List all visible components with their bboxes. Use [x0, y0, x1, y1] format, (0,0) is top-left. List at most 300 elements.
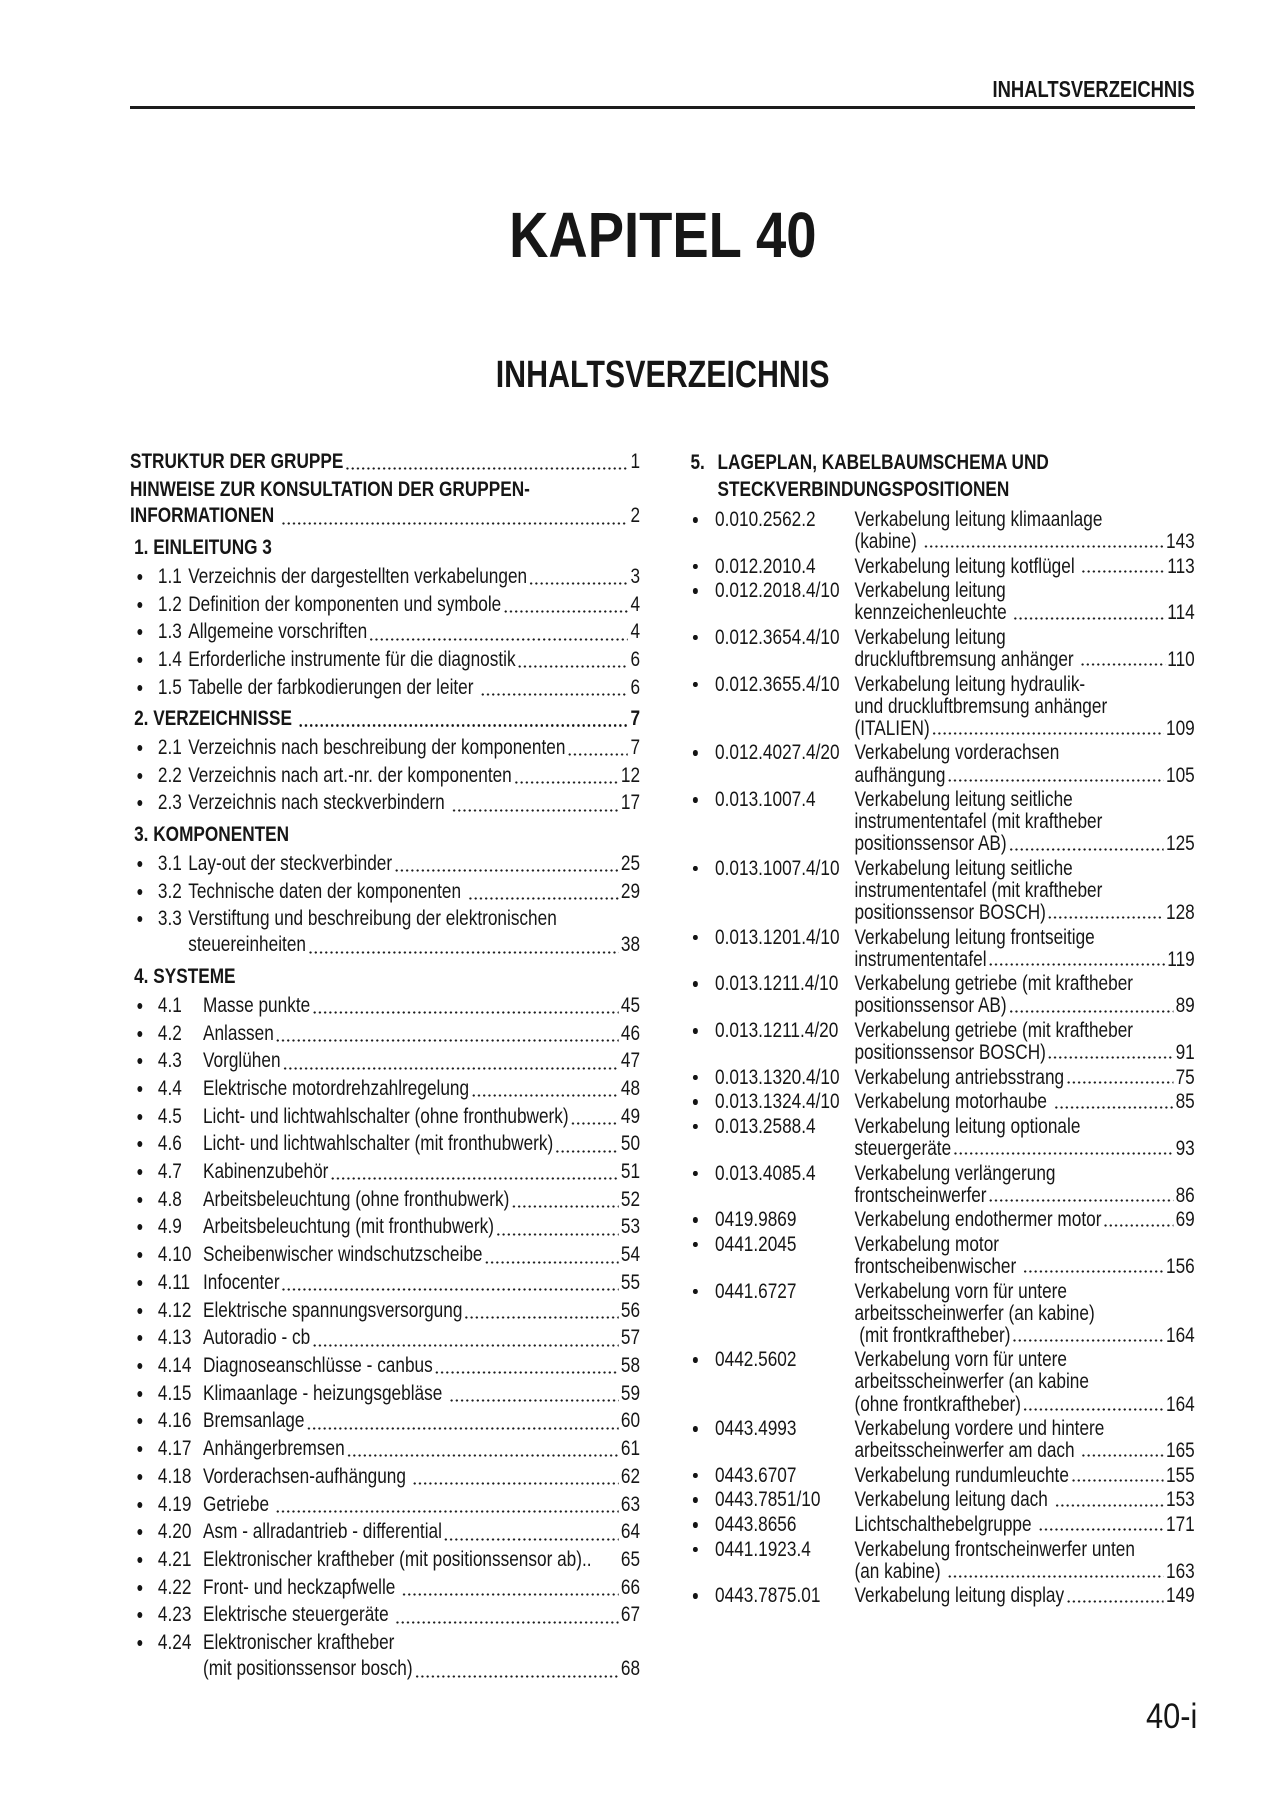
toc-dot-line — [188, 763, 640, 789]
dot-leader — [330, 1159, 618, 1185]
entry-title: Verkabelung antriebsstrang — [854, 1065, 1065, 1089]
entry-title-line: Verkabelung vorn für untere — [854, 1279, 1067, 1303]
page-number: 105 — [1166, 763, 1195, 787]
item-lines — [203, 993, 640, 1019]
toc-dot-line — [854, 1465, 1194, 1487]
part-number: 0441.6727 — [715, 1279, 797, 1303]
dot-leader — [517, 647, 628, 673]
dot-leader — [395, 1602, 618, 1628]
toc-item — [130, 763, 640, 789]
toc-dot-line — [854, 556, 1194, 578]
entry-title: Technische daten der komponenten — [188, 879, 466, 903]
toc-item — [688, 509, 1195, 553]
item-lines — [203, 1519, 640, 1545]
dot-leader — [464, 1298, 618, 1324]
dot-leader — [947, 1561, 1164, 1583]
entry-title: Elektrische motordrehzahlregelung — [202, 1076, 470, 1100]
part-number: 0443.6707 — [715, 1463, 797, 1487]
item-lines — [203, 1436, 640, 1462]
item-lines — [203, 1242, 640, 1268]
item-number: 2.2 — [157, 763, 182, 787]
toc-dot-line — [188, 851, 640, 877]
page-number: 4 — [630, 592, 641, 616]
item-number: 4.18 — [157, 1464, 192, 1488]
toc-entry — [130, 477, 640, 529]
dot-leader — [282, 1048, 618, 1074]
entry-title: Verzeichnis der dargestellten verkabelungen — [188, 564, 528, 588]
item-number: 4.20 — [157, 1520, 192, 1544]
bullet-icon — [137, 1197, 142, 1203]
toc-item — [130, 1408, 640, 1434]
toc-item — [130, 790, 640, 816]
entry-title-line: Elektronischer kraftheber — [202, 1631, 395, 1655]
dot-leader — [298, 706, 628, 732]
dot-leader — [1053, 1091, 1173, 1113]
item-lines — [854, 1209, 1194, 1231]
section-label: 2. VERZEICHNISSE — [134, 706, 297, 730]
toc-dot-line — [854, 1256, 1194, 1278]
item-lines — [188, 675, 640, 701]
page-number: 119 — [1167, 947, 1195, 971]
page-number: 165 — [1166, 1439, 1195, 1463]
entry-title-line: Verkabelung leitung — [854, 579, 1006, 603]
toc-dot-line — [203, 1408, 640, 1434]
bullet-icon — [137, 1418, 142, 1424]
page-number: 69 — [1175, 1208, 1195, 1232]
entry-title: Arbeitsbeleuchtung (mit fronthubwerk) — [202, 1215, 494, 1239]
entry-title-line: arbeitsscheinwerfer (an kabine) — [854, 1301, 1095, 1325]
item-number: 4.13 — [157, 1326, 192, 1350]
part-number: 0.013.1007.4 — [715, 788, 816, 812]
item-number: 3.3 — [157, 907, 182, 931]
toc-dot-line — [188, 619, 640, 645]
item-lines — [854, 674, 1194, 740]
toc-item — [130, 1381, 640, 1407]
item-number: 4.5 — [157, 1104, 182, 1128]
item-lines — [203, 1325, 640, 1351]
entry-title-line: Verkabelung leitung seitliche — [854, 856, 1073, 880]
section-label-line: STECKVERBINDUNGSPOSITIONEN — [717, 478, 1010, 501]
page-number: 6 — [630, 675, 641, 699]
bullet-icon — [693, 1028, 698, 1034]
toc-dot-line — [203, 1076, 640, 1102]
section-number: 5. — [690, 451, 705, 474]
item-lines — [188, 592, 640, 618]
toc-item — [688, 1465, 1195, 1487]
dot-leader — [402, 1575, 619, 1601]
bullet-icon — [693, 1217, 698, 1223]
part-number: 0.012.3655.4/10 — [715, 672, 840, 696]
toc-item — [130, 1214, 640, 1240]
item-number: 4.11 — [157, 1270, 191, 1294]
section-label-line: LAGEPLAN, KABELBAUMSCHEMA UND — [717, 451, 1049, 474]
entry-title-line: Verstiftung und beschreibung der elektronischen — [188, 907, 557, 931]
part-number: 0.013.1211.4/10 — [715, 972, 839, 996]
item-lines — [854, 580, 1194, 624]
part-number: 0441.1923.4 — [715, 1537, 811, 1561]
item-lines — [854, 1234, 1194, 1278]
item-lines — [188, 647, 640, 673]
entry-title: Kabinenzubehör — [202, 1160, 329, 1184]
entry-title: (an kabine) — [854, 1559, 946, 1583]
page-number: 47 — [620, 1049, 641, 1073]
item-lines — [188, 851, 640, 877]
page-number: 109 — [1166, 716, 1195, 740]
toc-item — [688, 674, 1195, 740]
item-lines — [854, 1349, 1194, 1415]
toc-dot-line — [854, 1209, 1194, 1231]
toc-dot-line — [854, 902, 1194, 924]
toc-item — [130, 1298, 640, 1324]
toc-item — [130, 906, 640, 958]
entry-title: (mit positionssensor bosch) — [202, 1657, 413, 1681]
entry-title: frontscheibenwischer — [854, 1255, 1022, 1278]
entry-title: positionssensor AB) — [854, 994, 1007, 1018]
dot-leader — [1023, 1256, 1164, 1278]
dot-leader — [394, 851, 619, 877]
entry-title: Erforderliche instrumente für die diagnostik — [188, 647, 516, 671]
toc-item — [130, 1076, 640, 1102]
dot-leader — [1048, 902, 1164, 924]
page-number: 114 — [1167, 601, 1195, 625]
page-number: 163 — [1166, 1559, 1195, 1583]
page-number: 67 — [620, 1603, 641, 1627]
page-number: 164 — [1166, 1392, 1195, 1416]
dot-leader — [449, 1381, 619, 1407]
toc-dot-line — [203, 1048, 640, 1074]
part-number: 0.012.2018.4/10 — [715, 579, 840, 603]
page-number: 53 — [620, 1215, 641, 1239]
entry-title: (ITALIEN) — [854, 716, 930, 740]
bullet-icon — [137, 889, 142, 895]
item-number: 1.2 — [157, 592, 182, 616]
page-number: 156 — [1166, 1255, 1195, 1278]
toc-dot-line — [203, 1353, 640, 1379]
entry-title: Elektrische spannungsversorgung — [202, 1298, 463, 1322]
item-lines — [854, 858, 1194, 924]
entry-title-line: Verkabelung verlängerung — [854, 1161, 1056, 1185]
entry-title: Verzeichnis nach beschreibung der komponenten — [188, 736, 566, 760]
entry-title: positionssensor BOSCH) — [854, 901, 1046, 925]
entry-title: Scheibenwischer windschutzscheibe — [202, 1243, 483, 1267]
toc-item — [130, 647, 640, 673]
toc-dot-line — [854, 949, 1194, 971]
page-number: 64 — [620, 1520, 641, 1544]
bullet-icon — [137, 1141, 142, 1147]
page-number: 46 — [620, 1021, 641, 1045]
item-lines — [854, 789, 1194, 855]
entry-title-line: Verkabelung vordere und hintere — [854, 1417, 1105, 1441]
bullet-icon — [137, 1003, 142, 1009]
toc-item — [130, 1187, 640, 1213]
entry-title: Lay-out der steckverbinder — [188, 851, 393, 875]
entry-title: Anlassen — [202, 1021, 274, 1045]
bullet-icon — [137, 1640, 142, 1646]
toc-dot-line — [203, 1575, 640, 1601]
entry-title-line: Verkabelung getriebe (mit kraftheber — [854, 1019, 1134, 1043]
toc-left-column — [130, 449, 640, 1684]
toc-item — [130, 1131, 640, 1157]
entry-title-line: Verkabelung leitung hydraulik- — [854, 672, 1086, 696]
dot-leader — [513, 763, 618, 789]
dot-leader — [480, 675, 628, 701]
toc-dot-line — [203, 993, 640, 1019]
item-number: 4.17 — [157, 1437, 192, 1461]
toc-item — [130, 1492, 640, 1518]
entry-title: Verkabelung leitung kotflügel — [854, 554, 1080, 578]
item-lines — [854, 1465, 1194, 1487]
page-number: 55 — [620, 1270, 641, 1294]
bullet-icon — [137, 1612, 142, 1618]
item-number: 1.5 — [157, 675, 182, 699]
part-number: 0442.5602 — [715, 1348, 797, 1372]
item-lines — [854, 1163, 1194, 1207]
entry-title: Vorglühen — [202, 1049, 281, 1073]
entry-title-line: und druckluftbremsung anhänger — [854, 694, 1108, 718]
item-lines — [203, 1353, 640, 1379]
toc-item — [130, 1630, 640, 1682]
bullet-icon — [137, 1391, 142, 1397]
toc-item — [130, 1159, 640, 1185]
part-number: 0419.9869 — [715, 1208, 797, 1232]
page-number: 48 — [620, 1076, 641, 1100]
entry-title-line: Verkabelung vorn für untere — [854, 1348, 1067, 1372]
bullet-icon — [137, 1529, 142, 1535]
toc-item — [130, 1104, 640, 1130]
toc-item — [130, 1242, 640, 1268]
bullet-icon — [693, 1075, 698, 1081]
bullet-icon — [693, 517, 698, 523]
item-number: 2.3 — [157, 791, 182, 815]
toc-section-heading: 1. EINLEITUNG 3 — [134, 535, 272, 559]
entry-title: arbeitsscheinwerfer am dach — [854, 1439, 1080, 1463]
toc-item — [688, 1585, 1195, 1607]
item-number: 4.7 — [157, 1160, 182, 1184]
bullet-icon — [693, 1593, 698, 1599]
toc-section-heading — [130, 706, 640, 732]
part-number: 0.013.1320.4/10 — [715, 1065, 840, 1089]
toc-item — [688, 973, 1195, 1017]
bullet-icon — [137, 1169, 142, 1175]
bullet-icon — [693, 682, 698, 688]
toc-item — [130, 1048, 640, 1074]
dot-leader — [346, 1436, 618, 1462]
dot-leader — [1081, 1440, 1164, 1462]
page-number: 38 — [620, 933, 641, 957]
dot-leader — [570, 1104, 618, 1130]
item-lines — [188, 879, 640, 905]
dot-leader — [592, 1547, 621, 1573]
entry-title: positionssensor BOSCH) — [854, 1041, 1046, 1065]
bullet-icon — [137, 1557, 142, 1563]
entry-title: druckluftbremsung anhänger — [854, 648, 1079, 672]
entry-title-line: arbeitsscheinwerfer (an kabine — [854, 1370, 1089, 1394]
page-number: 57 — [620, 1326, 641, 1350]
page-number: 171 — [1166, 1513, 1195, 1537]
item-lines — [203, 1464, 640, 1490]
item-number: 4.16 — [157, 1409, 192, 1433]
entry-title: (mit frontkraftheber) — [854, 1323, 1011, 1347]
item-lines — [854, 627, 1194, 671]
item-number: 4.3 — [157, 1049, 182, 1073]
dot-leader — [484, 1242, 618, 1268]
item-lines — [203, 1048, 640, 1074]
bullet-icon — [693, 1124, 698, 1130]
page-number: 61 — [620, 1437, 641, 1461]
entry-title: Infocenter — [202, 1270, 280, 1294]
toc-dot-line — [854, 833, 1194, 855]
entry-title: Elektronischer kraftheber (mit positionssensor ab).. — [202, 1547, 592, 1571]
part-number: 0441.2045 — [715, 1232, 797, 1256]
item-lines — [203, 1547, 640, 1573]
entry-title-line: Verkabelung leitung frontseitige — [854, 925, 1095, 949]
page-number: 1 — [630, 450, 641, 473]
page-number: 60 — [620, 1409, 641, 1433]
toc-item — [688, 1163, 1195, 1207]
entry-title: Diagnoseanschlüsse - canbus — [202, 1354, 433, 1377]
part-number: 0.013.4085.4 — [715, 1161, 816, 1185]
entry-title-line: Verkabelung frontscheinwerfer unten — [854, 1537, 1135, 1561]
page-number: 59 — [620, 1381, 641, 1405]
bullet-icon — [137, 1031, 142, 1037]
bullet-icon — [693, 564, 698, 570]
item-lines — [854, 1514, 1194, 1536]
bullet-icon — [693, 750, 698, 756]
page-number: 89 — [1175, 994, 1195, 1018]
entry-title: Arbeitsbeleuchtung (ohne fronthubwerk) — [202, 1187, 510, 1211]
part-number: 0.013.1324.4/10 — [715, 1090, 840, 1114]
part-number: 0.012.2010.4 — [715, 554, 816, 578]
bullet-icon — [137, 1280, 142, 1286]
page-number: 153 — [1166, 1488, 1195, 1512]
item-lines — [203, 1381, 640, 1407]
dot-leader — [1013, 602, 1165, 624]
toc-item — [130, 993, 640, 1019]
item-number: 1.1 — [157, 564, 182, 588]
item-lines — [203, 1298, 640, 1324]
item-number: 4.24 — [157, 1631, 192, 1655]
entry-title-line: Verkabelung getriebe (mit kraftheber — [854, 972, 1134, 996]
running-header: INHALTSVERZEICHNIS — [992, 76, 1195, 102]
bullet-icon — [693, 866, 698, 872]
dot-leader — [444, 1519, 619, 1545]
item-lines — [188, 619, 640, 645]
entry-title: frontscheinwerfer — [854, 1183, 987, 1207]
toc-item — [688, 742, 1195, 786]
toc-dot-line — [854, 1042, 1194, 1064]
toc-dot-line — [854, 1585, 1194, 1607]
page-number: 68 — [620, 1657, 641, 1681]
item-number: 4.8 — [157, 1187, 182, 1211]
part-number: 0443.7851/10 — [715, 1488, 821, 1512]
entry-title: Verkabelung leitung display — [854, 1584, 1065, 1608]
page-number: 12 — [620, 763, 641, 787]
page-number: 52 — [620, 1187, 641, 1211]
dot-leader — [1081, 556, 1165, 578]
item-number: 4.21 — [157, 1547, 192, 1571]
dot-leader — [312, 993, 619, 1019]
bullet-icon — [137, 861, 142, 867]
bullet-icon — [693, 635, 698, 641]
item-lines — [854, 1539, 1194, 1583]
item-number: 4.10 — [157, 1243, 192, 1267]
item-lines — [188, 564, 640, 590]
page-number: 125 — [1166, 832, 1195, 856]
bullet-icon — [693, 588, 698, 594]
part-number: 0.012.4027.4/20 — [715, 741, 840, 765]
toc-item — [130, 879, 640, 905]
bullet-icon — [137, 1224, 142, 1230]
bullet-icon — [137, 1058, 142, 1064]
item-lines — [854, 973, 1194, 1017]
part-number: 0.013.2588.4 — [715, 1114, 816, 1138]
page-number: 62 — [620, 1464, 641, 1488]
part-number: 0.012.3654.4/10 — [715, 625, 840, 649]
toc-dot-line — [203, 1464, 640, 1490]
bullet-icon — [137, 1585, 142, 1591]
toc-item — [688, 1418, 1195, 1462]
toc-item — [130, 1547, 640, 1573]
entry-title: STRUKTUR DER GRUPPE — [130, 450, 344, 473]
item-lines — [188, 906, 640, 958]
toc-dot-line — [188, 675, 640, 701]
item-number: 4.15 — [157, 1381, 192, 1405]
bullet-icon — [137, 1114, 142, 1120]
toc-dot-line — [854, 1440, 1194, 1462]
toc-right-column — [688, 449, 1195, 1610]
dot-leader — [275, 1021, 618, 1047]
toc-item — [688, 580, 1195, 624]
toc-dot-line — [130, 503, 640, 529]
toc-dot-line — [203, 1187, 640, 1213]
item-lines — [854, 1067, 1194, 1089]
entry-title-line: instrumententafel (mit kraftheber — [854, 810, 1103, 834]
bullet-icon — [137, 602, 142, 608]
entry-title: Masse punkte — [202, 993, 311, 1017]
bullet-icon — [137, 685, 142, 691]
item-number: 4.23 — [157, 1603, 192, 1627]
dot-leader — [953, 1138, 1173, 1160]
page-number: 51 — [620, 1160, 641, 1184]
dot-leader — [1012, 1325, 1163, 1347]
entry-title-line: Verkabelung leitung klimaanlage — [854, 508, 1103, 531]
toc-entry — [130, 449, 640, 475]
page-number: 45 — [620, 993, 641, 1017]
toc-item — [688, 1091, 1195, 1113]
entry-title: Vorderachsen-aufhängung — [202, 1464, 411, 1488]
page-number: 143 — [1166, 530, 1195, 554]
page-number: 110 — [1167, 648, 1195, 672]
item-lines — [203, 1131, 640, 1157]
item-lines — [203, 1214, 640, 1240]
bullet-icon — [693, 1242, 698, 1248]
toc-item — [130, 1353, 640, 1379]
item-number: 4.22 — [157, 1575, 192, 1599]
page-number: 128 — [1166, 901, 1195, 925]
page-number: 65 — [620, 1547, 641, 1571]
footer-page-number: 40-i — [1145, 1697, 1197, 1736]
dot-leader — [471, 1076, 619, 1102]
dot-leader — [1103, 1209, 1173, 1231]
page-number: 86 — [1175, 1183, 1195, 1207]
item-lines — [854, 1489, 1194, 1511]
entry-title: Autoradio - cb — [202, 1326, 311, 1350]
toc-item — [688, 1116, 1195, 1160]
toc-dot-line — [203, 1270, 640, 1296]
item-number: 4.1 — [157, 993, 182, 1017]
toc-title: INHALTSVERZEICHNIS — [495, 354, 830, 396]
bullet-icon — [137, 1308, 142, 1314]
